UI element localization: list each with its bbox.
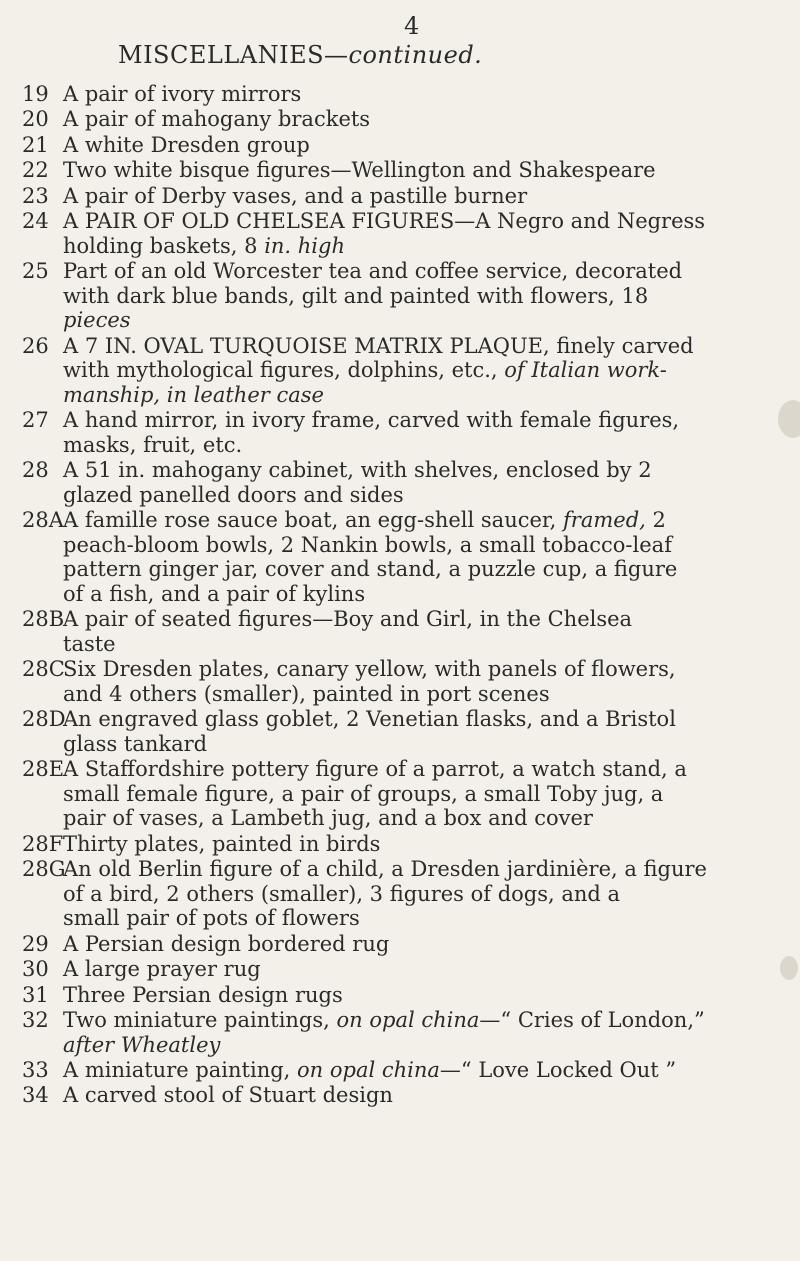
lot-description-line: with dark blue bands, gilt and painted with flowers, 18	[63, 283, 649, 308]
lot-description-line: A carved stool of Stuart design	[63, 1083, 393, 1108]
lot-item	[22, 408, 762, 457]
lot-description-line: small female figure, a pair of groups, a small Toby jug, a	[63, 781, 664, 806]
lot-description-line: A PAIR OF OLD CHELSEA FIGURES—A Negro and Negress	[63, 208, 706, 233]
lot-number: 27	[22, 408, 49, 433]
page-number: 4	[404, 12, 420, 40]
lot-list	[22, 82, 762, 1109]
lot-description-line: A pair of seated figures—Boy and Girl, in the Chelsea	[63, 607, 633, 632]
lot-description-line: pair of vases, a Lambeth jug, and a box and cover	[63, 806, 593, 831]
lot-number: 25	[22, 258, 49, 283]
lot-item	[22, 158, 762, 183]
lot-description-line: A 51 in. mahogany cabinet, with shelves, enclosed by 2	[63, 458, 652, 483]
lot-item	[22, 508, 762, 606]
lot-number: 31	[22, 982, 49, 1007]
lot-number: 29	[22, 931, 49, 956]
lot-number: 28E	[22, 757, 65, 782]
lot-item	[22, 1008, 762, 1057]
lot-item	[22, 458, 762, 507]
lot-description-line: A 7 IN. OVAL TURQUOISE MATRIX PLAQUE, finely carved	[63, 333, 694, 358]
lot-description-line: A Staffordshire pottery figure of a parrot, a watch stand, a	[63, 757, 687, 782]
lot-description-line: A miniature painting, on opal china—“ Love Locked Out ”	[63, 1057, 677, 1082]
lot-number: 21	[22, 132, 49, 157]
lot-number: 28B	[22, 607, 65, 632]
lot-description-line: An old Berlin figure of a child, a Dresden jardinière, a figure	[63, 857, 707, 882]
lot-number: 33	[22, 1057, 49, 1082]
lot-description-line: pattern ginger jar, cover and stand, a puzzle cup, a figure	[63, 557, 678, 582]
lot-number: 28A	[22, 508, 64, 533]
lot-description-line: A Persian design bordered rug	[63, 931, 390, 956]
lot-description-line: An engraved glass goblet, 2 Venetian flasks, and a Bristol	[63, 707, 676, 732]
lot-number: 22	[22, 158, 49, 183]
lot-description-line: Part of an old Worcester tea and coffee service, decorated	[63, 258, 683, 283]
lot-description-line: A white Dresden group	[63, 132, 310, 157]
lot-description-line: peach-bloom bowls, 2 Nankin bowls, a small tobacco-leaf	[63, 532, 672, 557]
lot-item	[22, 832, 762, 857]
lot-item	[22, 1083, 762, 1108]
lot-number: 32	[22, 1007, 49, 1032]
lot-number: 28G	[22, 857, 66, 882]
lot-description-line: Thirty plates, painted in birds	[63, 831, 381, 856]
lot-number: 19	[22, 82, 49, 106]
section-heading-main: MISCELLANIES—	[118, 41, 349, 69]
lot-description-line: A pair of Derby vases, and a pastille burner	[63, 183, 528, 208]
section-heading	[118, 41, 482, 69]
lot-description-line: Two miniature paintings, on opal china—“ Cries of London,”	[63, 1007, 705, 1032]
lot-item	[22, 1058, 762, 1083]
lot-description-line: pieces	[63, 308, 131, 333]
lot-number: 28D	[22, 707, 66, 732]
lot-number: 20	[22, 107, 49, 132]
lot-description-line: glazed panelled doors and sides	[63, 482, 404, 507]
lot-description-line: A pair of mahogany brackets	[63, 107, 371, 132]
lot-item	[22, 107, 762, 132]
lot-description-line: of a fish, and a pair of kylins	[63, 581, 366, 606]
lot-description-line: small pair of pots of flowers	[63, 906, 360, 931]
lot-description-line: glass tankard	[63, 731, 208, 756]
lot-item	[22, 259, 762, 333]
lot-description-line: with mythological figures, dolphins, etc., of Italian work-	[63, 358, 667, 383]
lot-item	[22, 707, 762, 756]
lot-description-line: A large prayer rug	[63, 957, 261, 982]
ink-blot	[780, 956, 798, 980]
lot-description-line: A hand mirror, in ivory frame, carved with female figures,	[63, 408, 680, 433]
lot-number: 23	[22, 183, 49, 208]
lot-item	[22, 133, 762, 158]
lot-number: 28F	[22, 831, 64, 856]
lot-description-line: Two white bisque figures—Wellington and Shakespeare	[63, 158, 656, 183]
lot-number: 28C	[22, 657, 65, 682]
lot-item	[22, 932, 762, 957]
lot-item	[22, 334, 762, 408]
lot-number: 26	[22, 333, 49, 358]
lot-item	[22, 657, 762, 706]
lot-item	[22, 857, 762, 931]
lot-item	[22, 82, 762, 107]
lot-description-line: A famille rose sauce boat, an egg-shell saucer, framed, 2	[63, 508, 666, 533]
lot-item	[22, 757, 762, 831]
lot-description-line: A pair of ivory mirrors	[63, 82, 302, 106]
lot-description-line: manship, in leather case	[63, 382, 324, 407]
lot-description-line: Three Persian design rugs	[63, 982, 343, 1007]
lot-number: 24	[22, 208, 49, 233]
lot-item	[22, 957, 762, 982]
lot-number: 28	[22, 458, 49, 483]
ink-blot	[778, 400, 800, 438]
lot-description-line: masks, fruit, etc.	[63, 432, 243, 457]
lot-item	[22, 209, 762, 258]
lot-item	[22, 983, 762, 1008]
lot-description-line: Six Dresden plates, canary yellow, with panels of flowers,	[63, 657, 676, 682]
lot-description-line: and 4 others (smaller), painted in port scenes	[63, 681, 550, 706]
lot-description-line: holding baskets, 8 in. high	[63, 233, 345, 258]
section-heading-continued: continued.	[348, 41, 483, 69]
lot-item	[22, 607, 762, 656]
lot-number: 34	[22, 1083, 49, 1108]
lot-item	[22, 184, 762, 209]
lot-number: 30	[22, 957, 49, 982]
lot-description-line: after Wheatley	[63, 1032, 221, 1057]
lot-description-line: taste	[63, 631, 116, 656]
lot-description-line: of a bird, 2 others (smaller), 3 figures of dogs, and a	[63, 881, 621, 906]
